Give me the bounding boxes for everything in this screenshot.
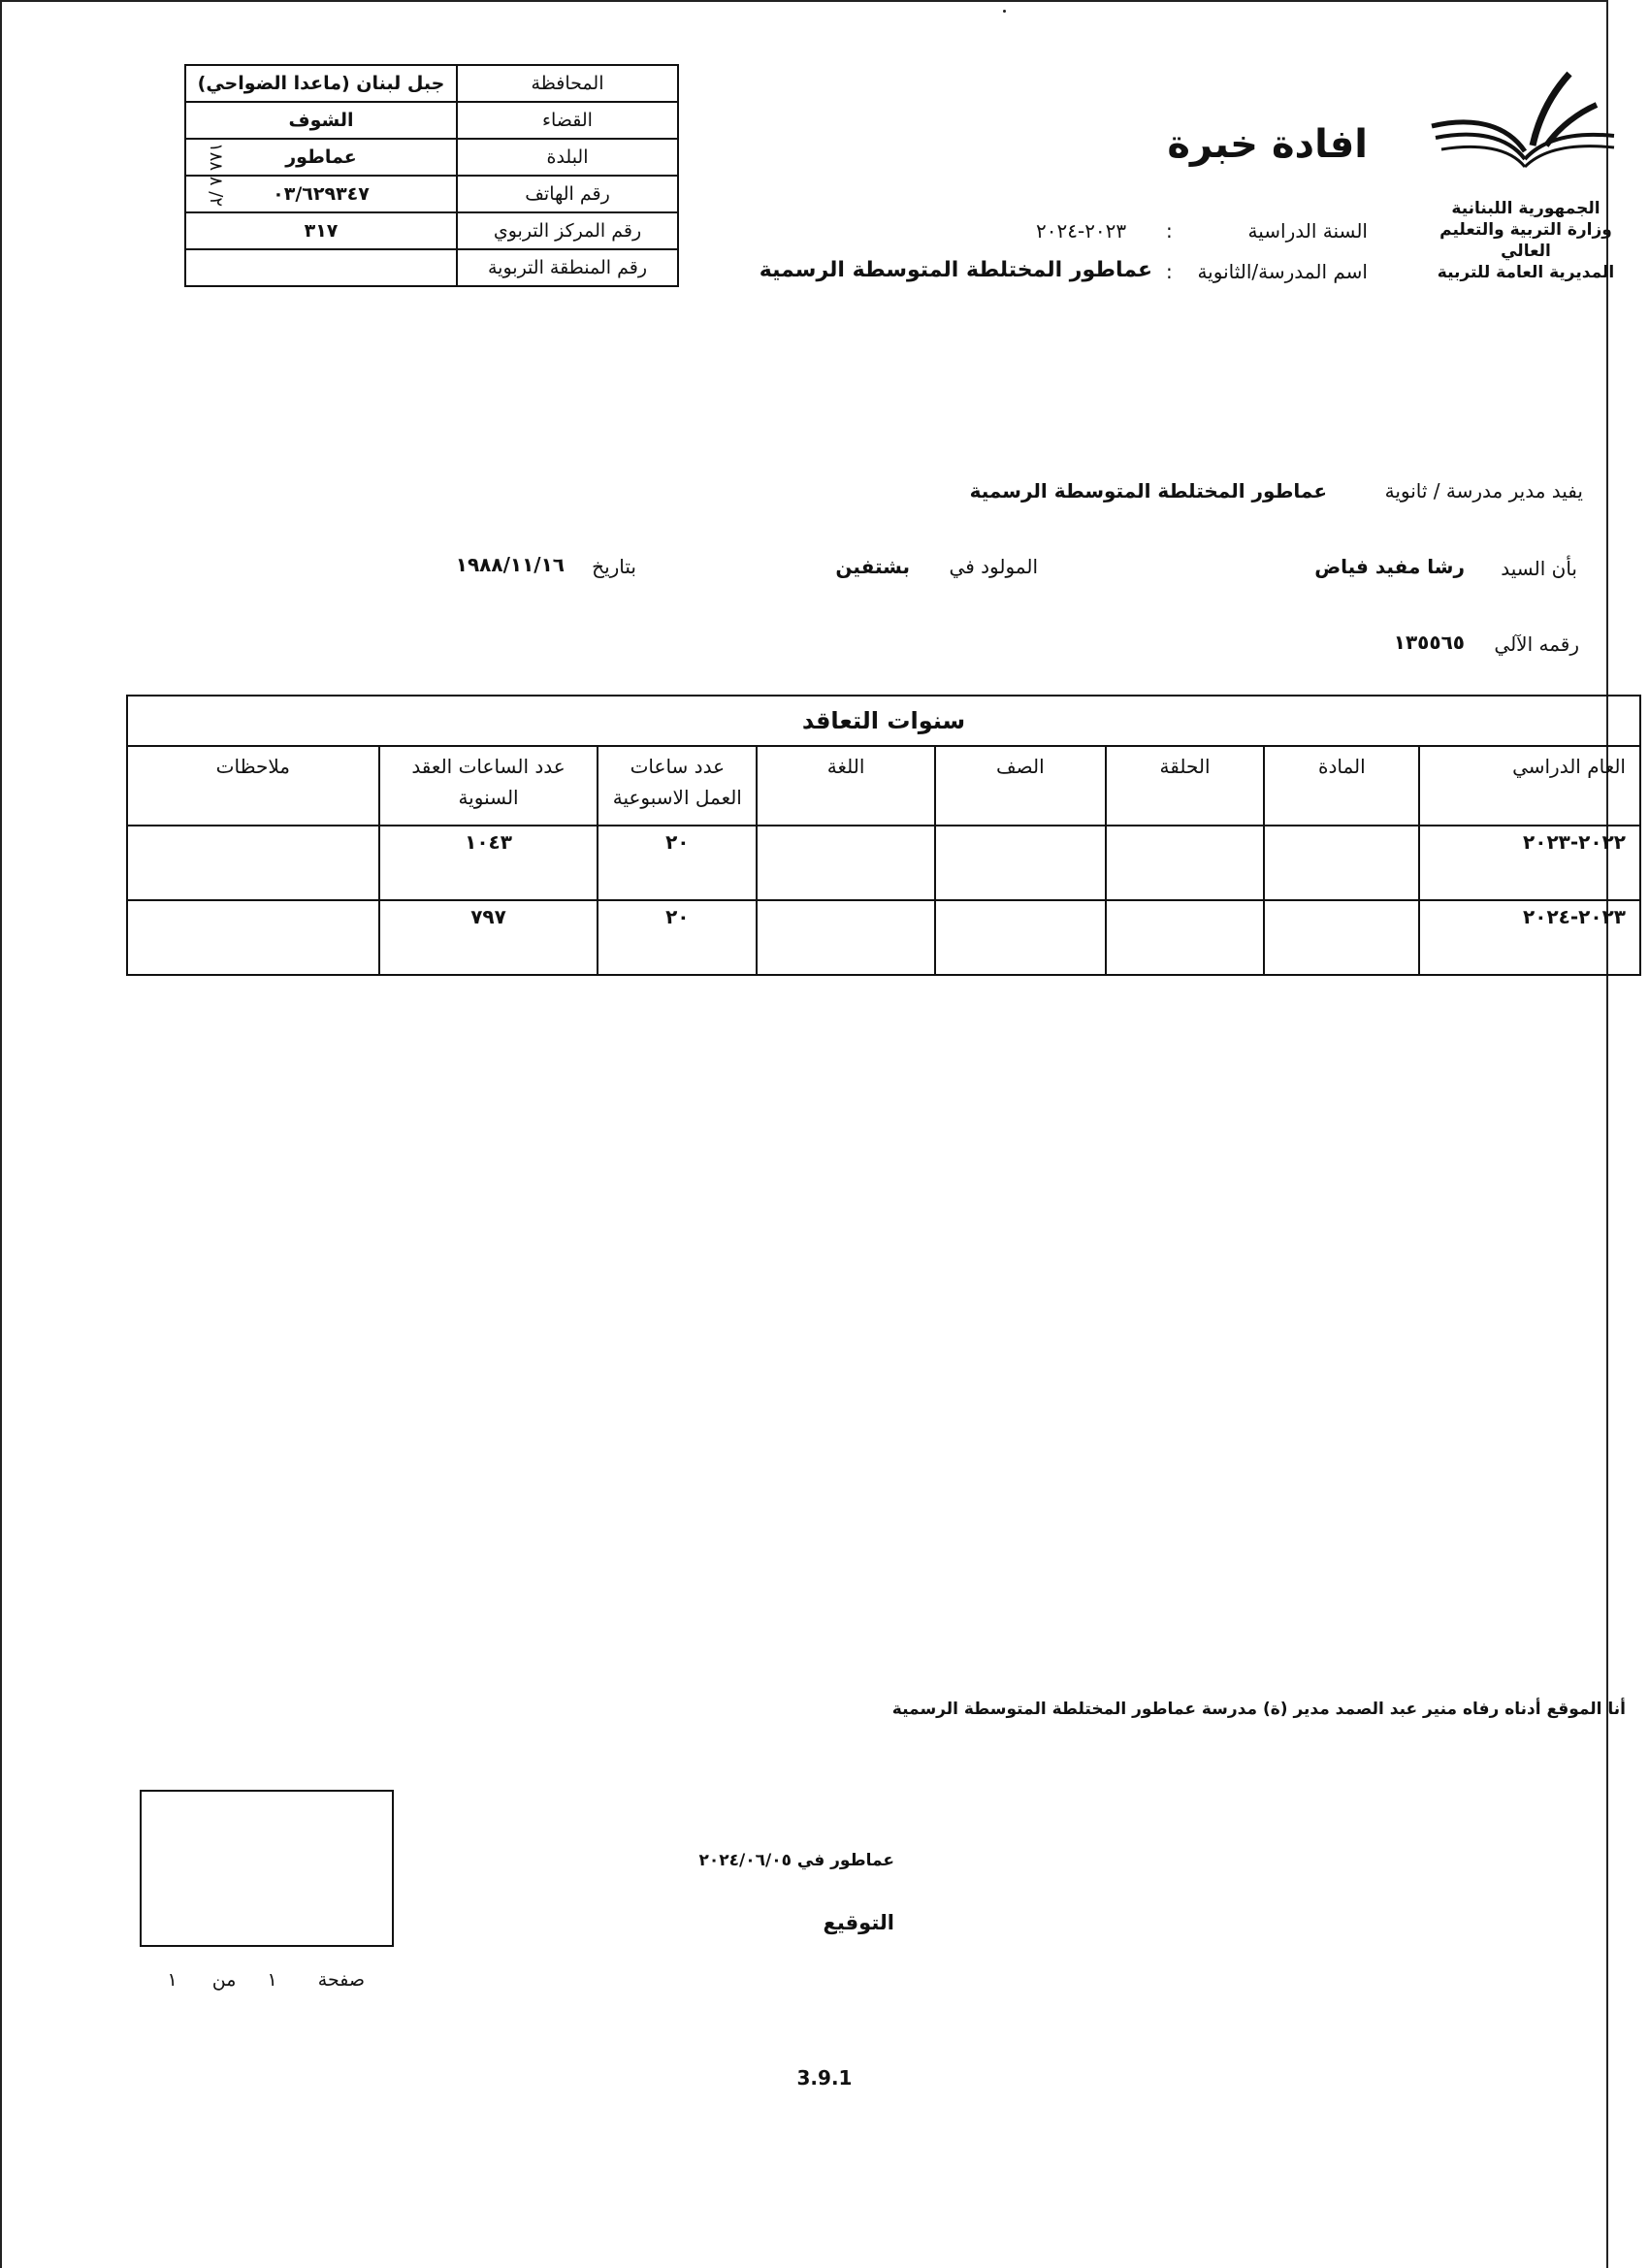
table-row	[127, 900, 1640, 975]
school-name-value: عماطور المختلطة المتوسطة الرسمية	[759, 258, 1152, 282]
table-cell: ٢٠٢٢-٢٠٢٣	[1419, 826, 1640, 900]
book-logo-icon	[1424, 66, 1618, 173]
signature-label: التوقيع	[823, 1911, 894, 1934]
ministry-logo	[1424, 66, 1618, 173]
info-row	[185, 212, 678, 249]
table-cell: ٢٠٢٣-٢٠٢٤	[1419, 900, 1640, 975]
scan-edge-left	[0, 0, 2, 2268]
column-header: الحلقة	[1106, 746, 1265, 826]
page-current: ١	[267, 1969, 277, 1991]
info-value: عماطور	[185, 139, 457, 176]
scan-edge-top	[0, 0, 1608, 2]
separator: :	[1166, 260, 1173, 283]
column-header: المادة	[1264, 746, 1419, 826]
page-number	[161, 1969, 365, 1991]
info-label: القضاء	[457, 102, 678, 139]
ministry-line: المديرية العامة للتربية	[1437, 263, 1615, 282]
info-value: ٠٣/٦٢٩٣٤٧	[185, 176, 457, 212]
info-value: ٣١٧	[185, 212, 457, 249]
table-cell	[935, 826, 1106, 900]
form-code: 3.9.1	[796, 2066, 853, 2090]
declaration-line: أنا الموقع أدناه رفاه منير عبد الصمد مدير (ة) مدرسة عماطور المختلطة المتوسطة الرسمية	[891, 1700, 1626, 1719]
column-header: الصف	[935, 746, 1106, 826]
birthplace: بشتفين	[835, 555, 910, 578]
certifying-school: عماطور المختلطة المتوسطة الرسمية	[969, 479, 1327, 502]
ministry-line: وزارة التربية والتعليم العالي	[1439, 220, 1612, 261]
info-row	[185, 65, 678, 102]
person-name: رشا مفيد فياض	[1314, 555, 1465, 578]
page-total: ١	[167, 1969, 178, 1991]
scan-speck	[1003, 10, 1006, 13]
table-cell	[935, 900, 1106, 975]
school-info-box	[184, 64, 679, 287]
born-in-label: المولود في	[949, 555, 1038, 578]
info-row	[185, 176, 678, 212]
info-row	[185, 102, 678, 139]
info-label: رقم الهاتف	[457, 176, 678, 212]
table-header-row	[127, 746, 1640, 826]
info-row	[185, 139, 678, 176]
column-header: ملاحظات	[127, 746, 379, 826]
birth-date: ١٩٨٨/١١/١٦	[455, 553, 565, 576]
school-year-label: السنة الدراسية	[1247, 219, 1368, 243]
handwritten-reference: ٢/ ٨ ١٨٨	[206, 143, 226, 207]
school-year-value: ٢٠٢٣-٢٠٢٤	[1036, 219, 1127, 243]
column-header: عدد الساعات العقد السنوية	[379, 746, 598, 826]
page-of: من	[211, 1969, 237, 1991]
table-cell: ٧٩٧	[379, 900, 598, 975]
info-value: جبل لبنان (ماعدا الضواحي)	[185, 65, 457, 102]
column-header: اللغة	[757, 746, 935, 826]
table-cell: ٢٠	[598, 826, 757, 900]
contract-years-table	[126, 695, 1641, 976]
person-label: بأن السيد	[1501, 557, 1577, 580]
info-value: الشوف	[185, 102, 457, 139]
ministry-name	[1434, 198, 1618, 283]
employee-number: ١٣٥٥٦٥	[1393, 631, 1465, 654]
info-label: رقم المنطقة التربوية	[457, 249, 678, 286]
table-cell: ١٠٤٣	[379, 826, 598, 900]
info-label: المحافظة	[457, 65, 678, 102]
table-cell	[757, 826, 935, 900]
ministry-line: الجمهورية اللبنانية	[1451, 199, 1600, 218]
table-cell	[1264, 826, 1419, 900]
table-cell	[757, 900, 935, 975]
table-cell	[127, 826, 379, 900]
table-cell: ٢٠	[598, 900, 757, 975]
scan-edge-right	[1606, 0, 1608, 2268]
column-header: عدد ساعات العمل الاسبوعية	[598, 746, 757, 826]
stamp-box	[140, 1790, 394, 1947]
date-label: بتاريخ	[592, 555, 636, 578]
place-and-date: عماطور في ٢٠٢٤/٠٦/٠٥	[698, 1851, 894, 1870]
document-title: افادة خبرة	[1167, 122, 1368, 167]
info-label: البلدة	[457, 139, 678, 176]
info-value	[185, 249, 457, 286]
column-header: العام الدراسي	[1419, 746, 1640, 826]
table-cell	[1106, 900, 1265, 975]
certifies-label: يفيد مدير مدرسة / ثانوية	[1384, 479, 1583, 502]
table-cell	[1106, 826, 1265, 900]
employee-number-label: رقمه الآلي	[1494, 632, 1579, 656]
table-caption: سنوات التعاقد	[127, 696, 1640, 746]
school-name-label: اسم المدرسة/الثانوية	[1197, 260, 1368, 283]
table-cell	[127, 900, 379, 975]
page-word: صفحة	[317, 1969, 365, 1991]
info-row	[185, 249, 678, 286]
separator: :	[1166, 219, 1173, 243]
table-cell	[1264, 900, 1419, 975]
table-row	[127, 826, 1640, 900]
info-label: رقم المركز التربوي	[457, 212, 678, 249]
